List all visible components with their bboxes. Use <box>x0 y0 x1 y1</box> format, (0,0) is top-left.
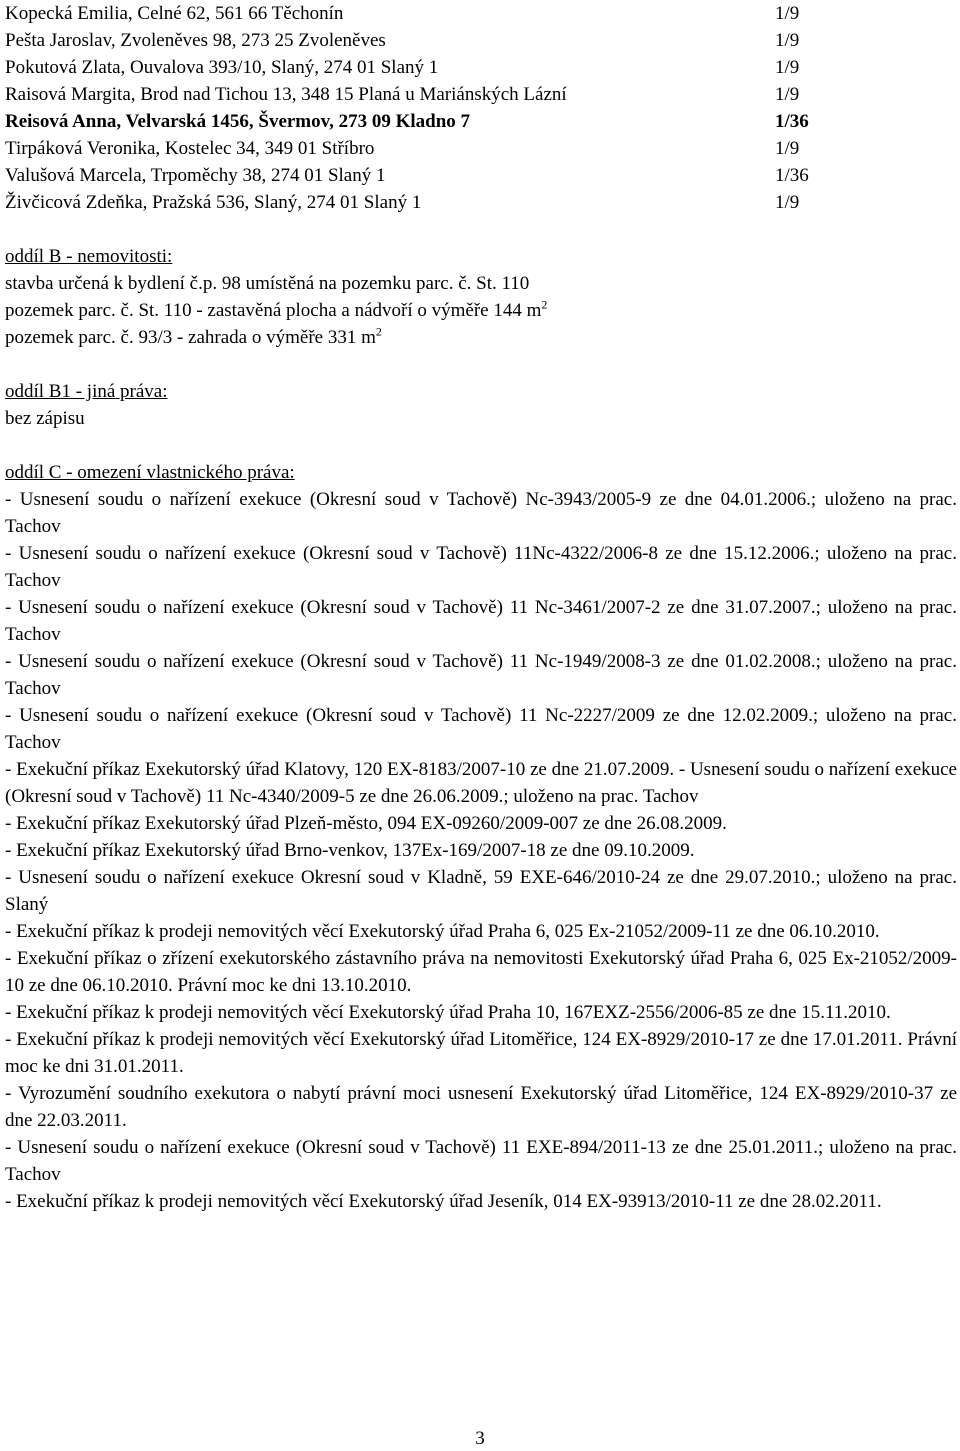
encumbrance-entry: - Exekuční příkaz Exekutorský úřad Brno-venkov, 137Ex-169/2007-18 ze dne 09.10.2009. <box>5 840 695 861</box>
owner-name: Reisová Anna, Velvarská 1456, Švermov, 273 09 Kladno 7 <box>5 111 471 132</box>
encumbrance-entry: - Usnesení soudu o nařízení exekuce Okresní soud v Kladně, 59 EXE-646/2010-24 ze dne 29.07.2010.; uloženo na prac. Slaný <box>5 867 957 915</box>
section-c <box>5 459 957 1215</box>
encumbrance-entry: - Exekuční příkaz k prodeji nemovitých věcí Exekutorský úřad Jeseník, 014 EX-93913/2010-11 ze dne 28.02.2011. <box>5 1191 882 1212</box>
owner-row <box>5 0 957 27</box>
document-page <box>5 0 957 1215</box>
owner-row <box>5 162 957 189</box>
owner-name: Tirpáková Veronika, Kostelec 34, 349 01 Stříbro <box>5 138 375 159</box>
owner-share: 1/9 <box>775 192 800 213</box>
owner-name: Raisová Margita, Brod nad Tichou 13, 348 15 Planá u Mariánských Lázní <box>5 84 567 105</box>
owner-share: 1/36 <box>775 111 809 132</box>
owner-name: Valušová Marcela, Trpoměchy 38, 274 01 Slaný 1 <box>5 165 386 186</box>
encumbrance-entry: - Exekuční příkaz k prodeji nemovitých věcí Exekutorský úřad Litoměřice, 124 EX-8929/2010-17 ze dne 17.01.2011. Právní moc ke dni 31.01.2011. <box>5 1029 957 1077</box>
owner-share: 1/9 <box>775 138 800 159</box>
owner-row-highlighted <box>5 108 957 135</box>
encumbrance-entry: - Exekuční příkaz k prodeji nemovitých věcí Exekutorský úřad Praha 6, 025 Ex-21052/2009-11 ze dne 06.10.2010. <box>5 921 880 942</box>
area-unit-superscript: 2 <box>541 297 548 312</box>
encumbrance-entry: - Usnesení soudu o nařízení exekuce (Okresní soud v Tachově) Nc-3943/2005-9 ze dne 04.01.2006.; uloženo na prac. Tachov <box>5 489 957 537</box>
owner-share: 1/9 <box>775 84 800 105</box>
section-b <box>5 243 957 351</box>
encumbrance-entry: - Exekuční příkaz o zřízení exekutorského zástavního práva na nemovitosti Exekutorský úřad Praha 6, 025 Ex-21052/2009-10 ze dne 06.10.2010. Právní moc ke dni 13.10.2010. <box>5 948 957 996</box>
owners-list <box>5 0 957 216</box>
area-unit-superscript: 2 <box>375 324 382 339</box>
owner-name: Kopecká Emilia, Celné 62, 561 66 Těchonín <box>5 3 344 24</box>
encumbrance-entry: - Usnesení soudu o nařízení exekuce (Okresní soud v Tachově) 11Nc-4322/2006-8 ze dne 15.12.2006.; uloženo na prac. Tachov <box>5 543 957 591</box>
owner-share: 1/9 <box>775 30 800 51</box>
encumbrance-entry: - Usnesení soudu o nařízení exekuce (Okresní soud v Tachově) 11 Nc-3461/2007-2 ze dne 31.07.2007.; uloženo na prac. Tachov <box>5 597 957 645</box>
encumbrance-entry: - Exekuční příkaz Exekutorský úřad Klatovy, 120 EX-8183/2007-10 ze dne 21.07.2009. - Usnesení soudu o nařízení exekuce (Okresní soud v Tachově) 11 Nc-4340/2009-5 ze dne 26.06.2009.; uloženo na prac. Tachov <box>5 759 957 807</box>
owner-row <box>5 54 957 81</box>
owner-share: 1/36 <box>775 165 809 186</box>
owner-share: 1/9 <box>775 57 800 78</box>
encumbrance-entry: - Exekuční příkaz k prodeji nemovitých věcí Exekutorský úřad Praha 10, 167EXZ-2556/2006-85 ze dne 15.11.2010. <box>5 1002 891 1023</box>
owner-share: 1/9 <box>775 3 800 24</box>
encumbrance-entry: - Usnesení soudu o nařízení exekuce (Okresní soud v Tachově) 11 Nc-1949/2008-3 ze dne 01.02.2008.; uloženo na prac. Tachov <box>5 651 957 699</box>
section-b1-text: bez zápisu <box>5 408 85 429</box>
section-b1 <box>5 378 957 432</box>
section-b1-heading: oddíl B1 - jiná práva: <box>5 381 168 402</box>
encumbrance-entry: - Exekuční příkaz Exekutorský úřad Plzeň-město, 094 EX-09260/2009-007 ze dne 26.08.2009. <box>5 813 727 834</box>
owner-name: Pokutová Zlata, Ouvalova 393/10, Slaný, 274 01 Slaný 1 <box>5 57 439 78</box>
owner-row <box>5 135 957 162</box>
encumbrance-entry: - Usnesení soudu o nařízení exekuce (Okresní soud v Tachově) 11 EXE-894/2011-13 ze dne 25.01.2011.; uloženo na prac. Tachov <box>5 1137 957 1185</box>
owner-row <box>5 189 957 216</box>
parcel-text: pozemek parc. č. St. 110 - zastavěná plocha a nádvoří o výměře 144 m <box>5 300 542 321</box>
owner-name: Pešta Jaroslav, Zvoleněves 98, 273 25 Zvoleněves <box>5 30 386 51</box>
property-parcel-st110 <box>5 297 957 324</box>
section-b-heading: oddíl B - nemovitosti: <box>5 246 173 267</box>
parcel-text: pozemek parc. č. 93/3 - zahrada o výměře 331 m <box>5 327 376 348</box>
owner-row <box>5 27 957 54</box>
owner-name: Živčicová Zdeňka, Pražská 536, Slaný, 274 01 Slaný 1 <box>5 192 422 213</box>
property-building: stavba určená k bydlení č.p. 98 umístěná na pozemku parc. č. St. 110 <box>5 273 530 294</box>
encumbrance-entry: - Usnesení soudu o nařízení exekuce (Okresní soud v Tachově) 11 Nc-2227/2009 ze dne 12.02.2009.; uloženo na prac. Tachov <box>5 705 957 753</box>
encumbrance-entry: - Vyrozumění soudního exekutora o nabytí právní moci usnesení Exekutorský úřad Litoměřice, 124 EX-8929/2010-37 ze dne 22.03.2011. <box>5 1083 957 1131</box>
section-c-heading: oddíl C - omezení vlastnického práva: <box>5 462 295 483</box>
page-number: 3 <box>475 1428 485 1449</box>
property-parcel-93-3 <box>5 324 957 351</box>
owner-row <box>5 81 957 108</box>
